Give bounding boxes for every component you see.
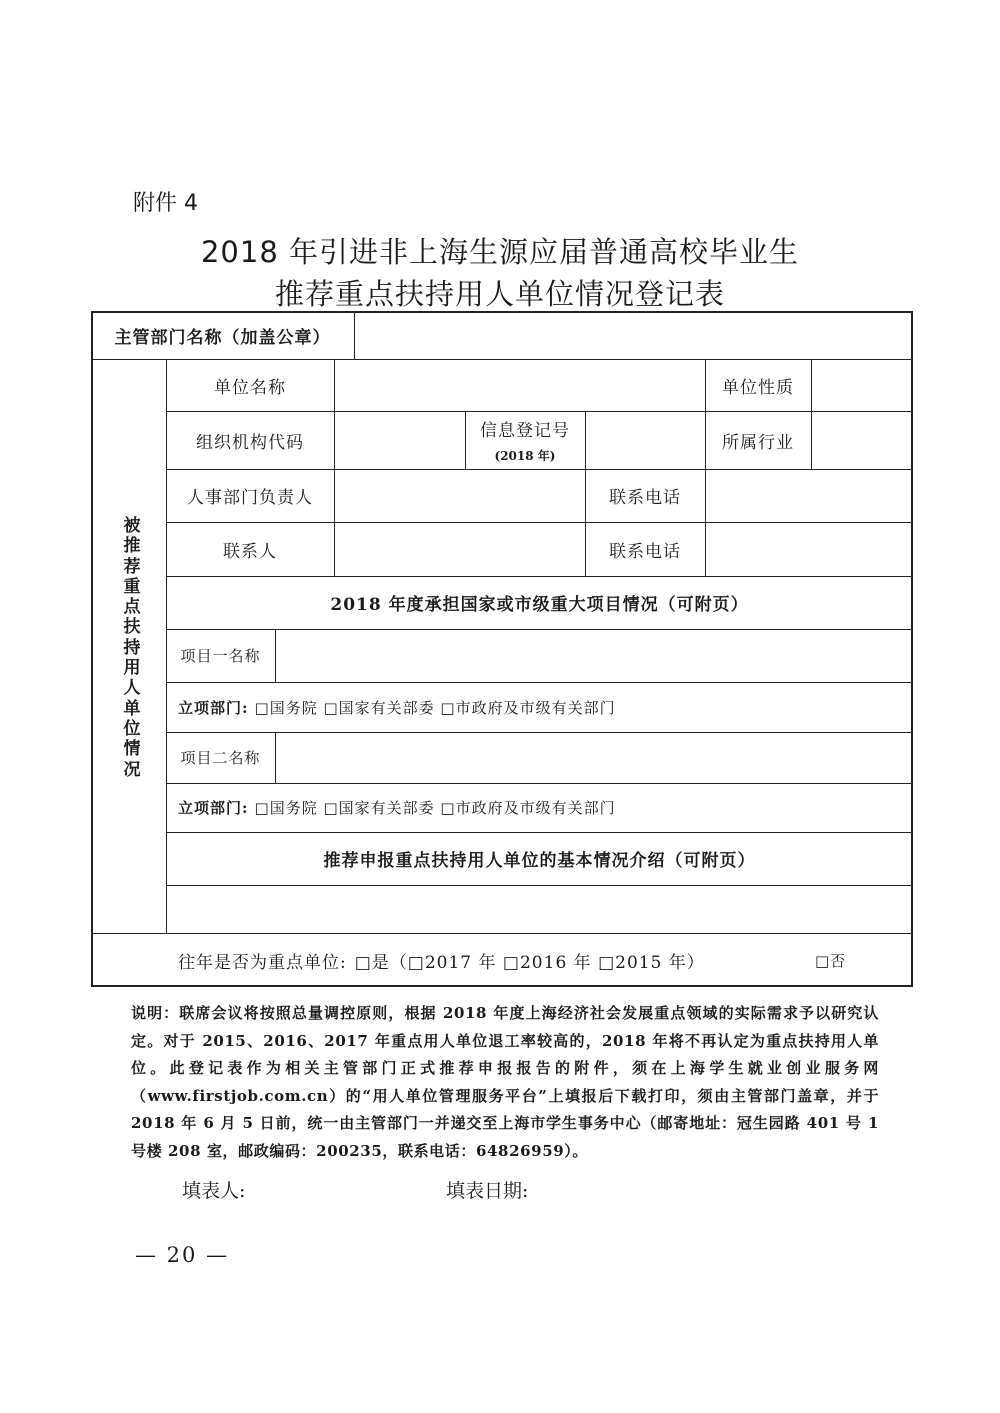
past-key-row bbox=[178, 933, 705, 987]
approval-options-1[interactable]: □国务院 □国家有关部委 □市政府及市级有关部门 bbox=[254, 698, 616, 717]
approval-row-2 bbox=[178, 783, 908, 832]
intro-field[interactable] bbox=[166, 885, 913, 933]
project2-label: 项目二名称 bbox=[180, 749, 261, 767]
unit-nature-field[interactable] bbox=[811, 359, 913, 411]
dept-name-field[interactable] bbox=[354, 311, 913, 359]
page-title-line2: 推荐重点扶持用人单位情况登记表 bbox=[274, 277, 725, 311]
intro-header: 推荐申报重点扶持用人单位的基本情况介绍（可附页） bbox=[323, 851, 756, 871]
phone-field-2[interactable] bbox=[705, 522, 913, 576]
project2-field[interactable] bbox=[275, 732, 913, 783]
approval-options-2[interactable]: □国务院 □国家有关部委 □市政府及市级有关部门 bbox=[254, 799, 616, 817]
unit-nature-label: 单位性质 bbox=[722, 377, 794, 398]
past-key-label: 往年是否为重点单位: bbox=[178, 952, 347, 973]
project1-field[interactable] bbox=[275, 629, 913, 682]
phone-label-2: 联系电话 bbox=[609, 541, 681, 562]
industry-label: 所属行业 bbox=[722, 432, 794, 453]
industry-field[interactable] bbox=[811, 411, 913, 469]
page-number: — 20 — bbox=[135, 1243, 230, 1267]
org-code-field[interactable] bbox=[334, 411, 465, 469]
org-code-label: 组织机构代码 bbox=[196, 432, 304, 453]
approval-label-1: 立项部门: bbox=[178, 698, 249, 717]
approval-label-2: 立项部门: bbox=[178, 799, 249, 817]
approval-row-1 bbox=[178, 682, 908, 732]
dept-name-label: 主管部门名称（加盖公章） bbox=[114, 327, 331, 348]
past-key-no[interactable]: □否 bbox=[815, 951, 847, 970]
past-key-options[interactable]: □是（□2017 年 □2016 年 □2015 年） bbox=[354, 952, 705, 973]
explanation-note: 说明：联席会议将按照总量调控原则，根据 2018 年度上海经济社会发展重点领域的实际需求予以研究认定。对于 2015、2016、2017 年重点用人单位退工率较高的，2018 年将不再认定为重点扶持用人单位。此登记表作为相关主管部门正式推荐申报报告的附件，须在上海学生就业创业服务网（www.firstjob.com.cn）的“用人单位管理服务平台”上填报后下载打印，须由主管部门盖章，并于 2018 年 6 月 5 日前，统一由主管部门一并递交至上海市学生事务中心（邮寄地址：冠生园路 401 号 1 号楼 208 室，邮政编码：200235，联系电话：64826959）。 bbox=[131, 1004, 879, 1160]
attachment-label: 附件 4 bbox=[133, 191, 198, 216]
hr-head-label: 人事部门负责人 bbox=[187, 488, 313, 508]
info-reg-year: (2018 年) bbox=[494, 449, 556, 463]
contact-field[interactable] bbox=[334, 522, 585, 576]
page-title-line1: 2018 年引进非上海生源应届普通高校毕业生 bbox=[200, 235, 800, 269]
phone-label-1: 联系电话 bbox=[609, 488, 681, 508]
filler-label: 填表人: bbox=[182, 1180, 246, 1202]
info-reg-label: 信息登记号 bbox=[480, 421, 570, 441]
project1-label: 项目一名称 bbox=[180, 647, 261, 665]
contact-label: 联系人 bbox=[223, 541, 277, 562]
unit-name-label: 单位名称 bbox=[214, 377, 286, 398]
date-label: 填表日期: bbox=[446, 1180, 529, 1202]
info-reg-label-cell bbox=[465, 411, 585, 469]
hr-head-field[interactable] bbox=[334, 469, 585, 522]
side-label: 被推荐重点扶持用人单位情况 bbox=[123, 516, 141, 780]
unit-name-field[interactable] bbox=[334, 359, 705, 411]
projects-header: 2018 年度承担国家或市级重大项目情况（可附页） bbox=[330, 595, 749, 615]
info-reg-field[interactable] bbox=[585, 411, 705, 469]
phone-field-1[interactable] bbox=[705, 469, 913, 522]
